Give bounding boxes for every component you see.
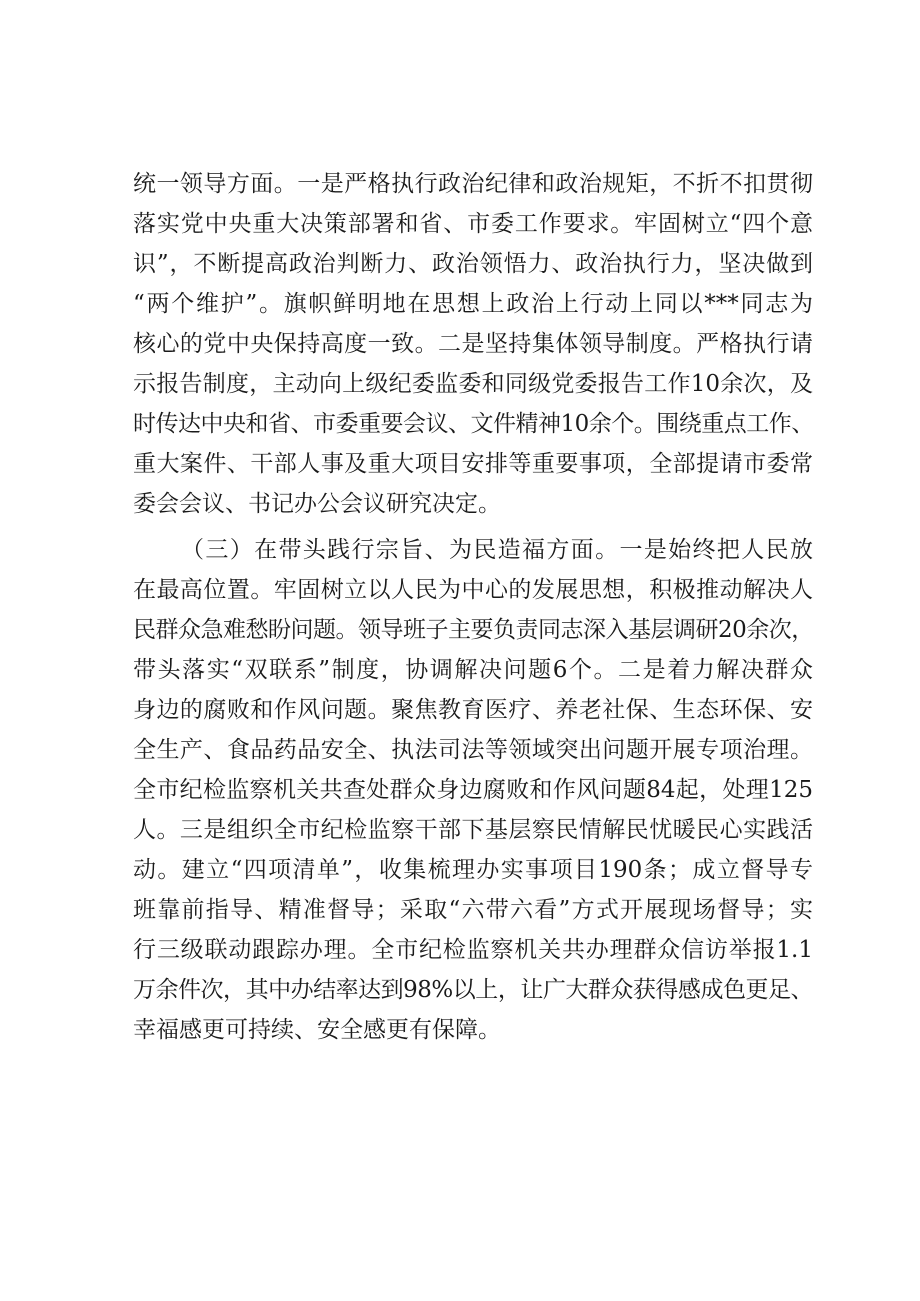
text-line: 全生产、食品药品安全、执法司法等领域突出问题开展专项治理。 (133, 737, 813, 763)
text-line: “两个维护”。旗帜鲜明地在思想上政治上行动上同以***同志为 (133, 291, 813, 317)
text-line: 幸福感更可持续、安全感更有保障。 (133, 1017, 501, 1043)
text-line: 示报告制度，主动向上级纪委监委和同级党委报告工作10余次，及 (133, 371, 813, 397)
section-heading-line: （三）在带头践行宗旨、为民造福方面。一是始终把人民放 (181, 537, 813, 563)
text-line: 在最高位置。牢固树立以人民为中心的发展思想，积极推动解决人 (133, 577, 813, 603)
text-line: 核心的党中央保持高度一致。二是坚持集体领导制度。严格执行请 (133, 331, 813, 357)
text-line: 身边的腐败和作风问题。聚焦教育医疗、养老社保、生态环保、安 (133, 697, 813, 723)
text-line: 全市纪检监察机关共查处群众身边腐败和作风问题84起，处理125 (133, 777, 813, 803)
text-line: 带头落实“双联系”制度，协调解决问题6个。二是着力解决群众 (133, 657, 813, 683)
text-line: 识”，不断提高政治判断力、政治领悟力、政治执行力，坚决做到 (133, 251, 813, 277)
text-line: 班靠前指导、精准督导；采取“六带六看”方式开展现场督导；实 (133, 897, 813, 923)
text-line: 万余件次，其中办结率达到98%以上，让广大群众获得感成色更足、 (133, 977, 813, 1003)
text-line: 动。建立“四项清单”，收集梳理办实事项目190条；成立督导专 (133, 857, 813, 883)
text-line: 人。三是组织全市纪检监察干部下基层察民情解民忧暖民心实践活 (133, 817, 813, 843)
text-line: 民群众急难愁盼问题。领导班子主要负责同志深入基层调研20余次， (133, 617, 814, 643)
text-line: 重大案件、干部人事及重大项目安排等重要事项，全部提请市委常 (133, 451, 813, 477)
text-line: 落实党中央重大决策部署和省、市委工作要求。牢固树立“四个意 (133, 211, 813, 237)
text-line: 委会会议、书记办公会议研究决定。 (133, 491, 501, 517)
text-line: 统一领导方面。一是严格执行政治纪律和政治规矩，不折不扣贯彻 (133, 171, 813, 197)
text-line: 时传达中央和省、市委重要会议、文件精神10余个。围绕重点工作、 (133, 411, 814, 437)
text-line: 行三级联动跟踪办理。全市纪检监察机关共办理群众信访举报1.1 (133, 937, 813, 963)
